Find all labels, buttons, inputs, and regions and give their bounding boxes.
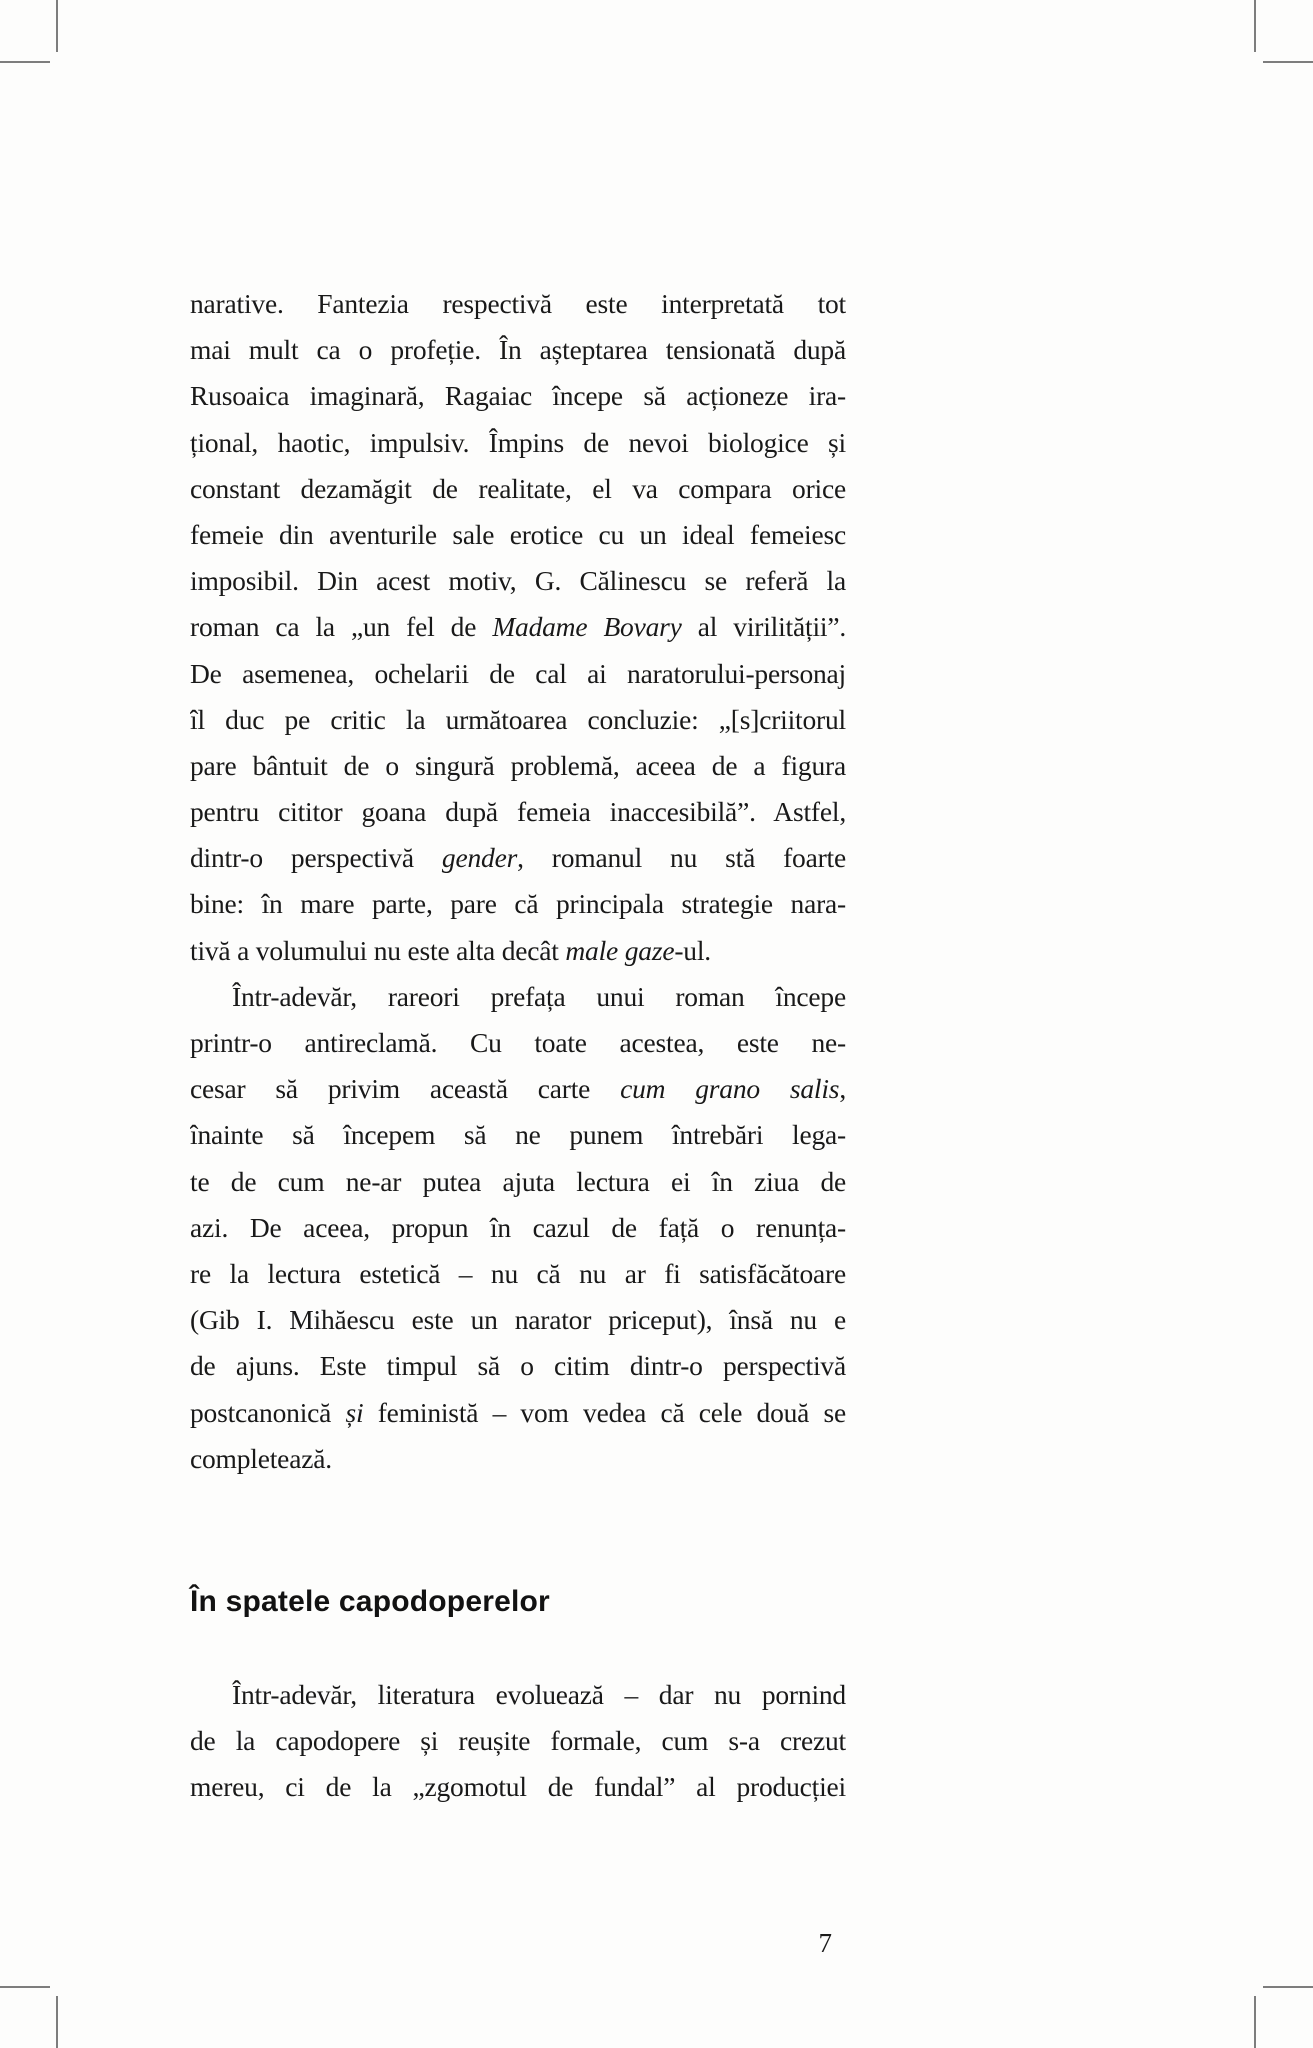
text-line: narative. Fantezia respectivă este interpretată tot (190, 288, 846, 319)
section-paragraph-block (190, 1672, 846, 1811)
text-line: de la capodopere și reușite formale, cum s-a crezut (190, 1725, 846, 1757)
text-line: mereu, ci de la „zgomotul de fundal” al producției (190, 1771, 846, 1803)
text-line: pentru cititor goana după femeia inaccesibilă”. Astfel, (190, 796, 846, 828)
text-line: constant dezamăgit de realitate, el va compara orice (190, 472, 846, 504)
text-line: femeie din aventurile sale erotice cu un ideal femeiesc (190, 518, 846, 550)
crop-mark-bottom-right-horizontal (1263, 1986, 1313, 1988)
crop-mark-bottom-left-horizontal (0, 1986, 50, 1988)
text-line: printr-o antireclamă. Cu toate acestea, este ne- (190, 1027, 846, 1058)
text-line: te de cum ne-ar putea ajuta lectura ei în ziua de (190, 1165, 846, 1197)
text-line: re la lectura estetică – nu că nu ar fi satisfăcătoare (190, 1257, 846, 1289)
text-line: mai mult ca o profeție. În așteptarea tensionată după (190, 334, 846, 366)
text-line: dintr-o perspectivă gender, romanul nu stă foarte (190, 842, 846, 874)
crop-mark-top-right-vertical (1254, 0, 1256, 52)
text-line: țional, haotic, impulsiv. Împins de nevoi biologice și (190, 426, 846, 458)
text-line: roman ca la „un fel de Madame Bovary al virilității”. (190, 611, 846, 643)
text-line: cesar să privim această carte cum grano salis, (190, 1073, 846, 1105)
text-line: îl duc pe critic la următoarea concluzie: „[s]criitorul (190, 703, 846, 735)
text-line: Într-adevăr, rareori prefața unui roman începe (232, 980, 846, 1012)
text-line: Rusoaica imaginară, Ragaiac începe să acționeze ira- (190, 380, 846, 412)
text-line: azi. De aceea, propun în cazul de față o renunța- (190, 1211, 846, 1243)
crop-mark-top-right-horizontal (1263, 61, 1313, 63)
text-line: înainte să începem să ne punem întrebări lega- (190, 1119, 846, 1151)
crop-mark-top-left-vertical (56, 0, 58, 52)
text-line: completează. (190, 1442, 332, 1474)
text-line: postcanonică și feministă – vom vedea că cele două se (190, 1396, 846, 1428)
text-line: (Gib I. Mihăescu este un narator priceput), însă nu e (190, 1304, 846, 1336)
page-number: 7 (818, 1928, 832, 1958)
section-heading: În spatele capodoperelor (190, 1585, 550, 1618)
text-line: Într-adevăr, literatura evoluează – dar nu pornind (232, 1679, 846, 1710)
text-line: bine: în mare parte, pare că principala strategie nara- (190, 888, 846, 920)
crop-mark-bottom-left-vertical (56, 1996, 58, 2048)
text-line: imposibil. Din acest motiv, G. Călinescu se referă la (190, 565, 846, 597)
crop-mark-bottom-right-vertical (1254, 1996, 1256, 2048)
text-line: de ajuns. Este timpul să o citim dintr-o perspectivă (190, 1350, 846, 1382)
text-line: pare bântuit de o singură problemă, aceea de a figura (190, 749, 846, 781)
text-line: De asemenea, ochelarii de cal ai naratorului-personaj (190, 657, 846, 689)
text-line: tivă a volumului nu este alta decât male gaze-ul. (190, 934, 711, 966)
body-text-block (190, 281, 846, 1482)
crop-mark-top-left-horizontal (0, 61, 50, 63)
